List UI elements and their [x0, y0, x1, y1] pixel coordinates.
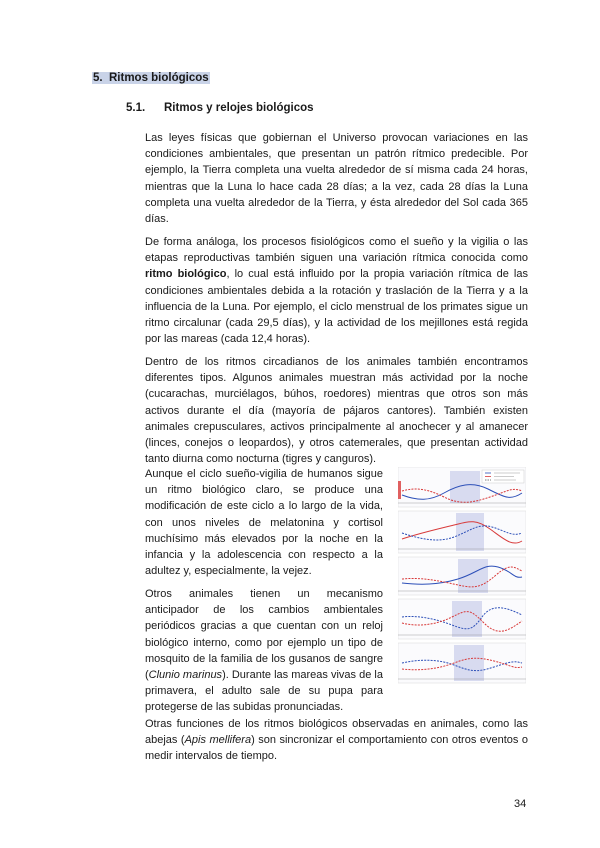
- paragraph-6-text-b: ) son sincronizar el comportamiento con otros eventos o medir intervalos de tiempo.: [145, 734, 528, 763]
- rhythm-panel-1: [398, 467, 526, 507]
- paragraph-5-text-a: Otros animales tienen un mecanismo anticipador de los cambios ambientales periódicos gracias a que cuentan con un reloj biológico interno, como por ejemplo un tipo de mosquito de la familia de los gusanos de sangre (: [145, 588, 383, 682]
- paragraph-4: Aunque el ciclo sueño-vigilia de humanos sigue un ritmo biológico claro, se produce una modificación de este ciclo a lo largo de la vida, con unos niveles de melatonina y cortisol muchísimo más elevados por la noche en la infancia y la adolescencia con respecto a la adultez y, especialmente, la vejez.: [145, 468, 383, 578]
- paragraph-2: [145, 234, 528, 347]
- rhythm-panel-5: [398, 643, 526, 683]
- paragraph-2-bold-term: ritmo biológico: [145, 268, 227, 281]
- paragraph-6-text-a: Otras funciones de los ritmos biológicos observadas en animales, como las abejas (: [145, 718, 528, 747]
- rhythm-panel-4: [398, 599, 526, 639]
- section-title: Ritmos biológicos: [108, 72, 209, 84]
- rhythm-panel-2: [398, 511, 526, 553]
- paragraph-2-text-b: , lo cual está influido por la propia variación rítmica de las condiciones ambientales debida a la rotación y traslación de la Tierra y a la influencia de la Luna. Por ejemplo, el ciclo menstrual de los primates sigue un ritmo circalunar (cada 29,5 días), y la actividad de los mejillones está regida por las mareas (cada 12,4 horas).: [145, 268, 528, 346]
- paragraph-6-species: Apis mellifera: [184, 734, 252, 747]
- section-number: 5.: [93, 72, 103, 84]
- paragraph-2-text-a: De forma análoga, los procesos fisiológicos como el sueño y la vigilia o las etapas reproductivas también siguen una variación rítmica conocida como: [145, 236, 528, 265]
- rhythm-figure: [398, 467, 526, 687]
- subsection-number: 5.1.: [126, 102, 146, 114]
- paragraph-5-text-b: ). Durante las mareas vivas de la primavera, el adulto sale de su pupa para protegerse de las subidas pronunciadas.: [145, 669, 383, 714]
- paragraph-3: Dentro de los ritmos circadianos de los animales también encontramos diferentes tipos. Algunos animales muestran más actividad por la noche (cucarachas, murciélagos, búhos, roedores) mientras que otros son más activos durante el día (mayoría de pájaros cantores). También existen animales crepusculares, activos principalmente al anochecer y al amanecer (linces, conejos o leopardos), y otros catemerales, que presentan actividad tanto diurna como nocturna (tigres y canguros).: [145, 356, 528, 466]
- page-number: 34: [514, 798, 527, 810]
- paragraph-5: [145, 586, 383, 716]
- paragraph-1: Las leyes físicas que gobiernan el Universo provocan variaciones en las condiciones ambientales, que presentan un patrón rítmico predecible. Por ejemplo, la Tierra completa una vuelta alrededor de sí misma cada 24 horas, mientras que la Luna lo hace cada 28 días; a la vez, cada 28 días la Luna completa una vuelta alrededor de la Tierra, y ésta alrededor del Sol cada 365 días.: [145, 132, 528, 226]
- paragraph-5-species: Clunio marinus: [148, 669, 223, 682]
- subsection-heading: [126, 102, 314, 114]
- subsection-title: Ritmos y relojes biológicos: [164, 102, 314, 114]
- rhythm-panel-3: [398, 557, 526, 595]
- section-heading: [92, 72, 210, 84]
- paragraph-6: [145, 716, 528, 765]
